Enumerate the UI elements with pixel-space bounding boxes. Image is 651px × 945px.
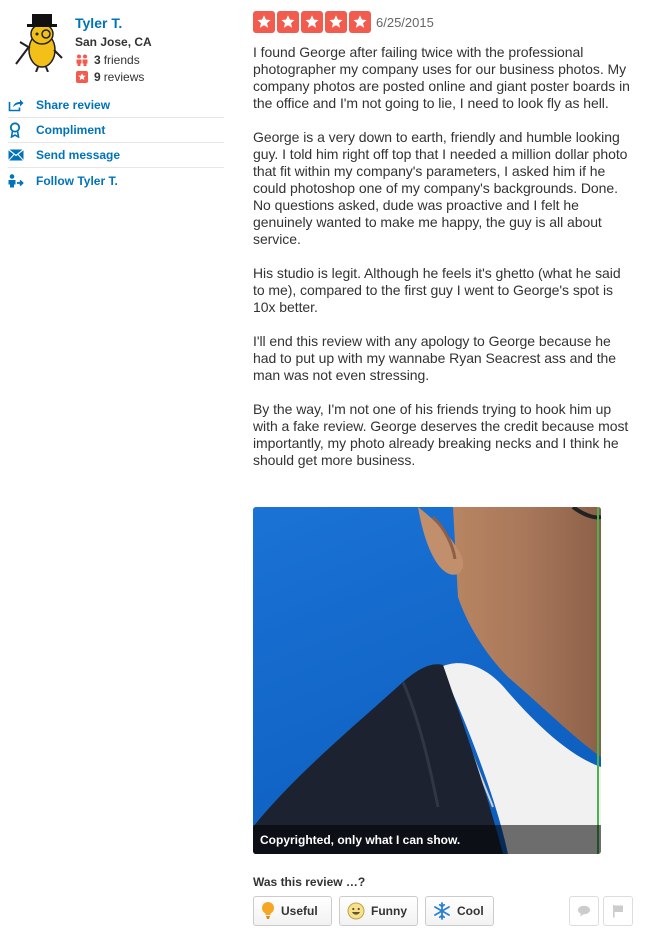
friends-count — [75, 53, 140, 67]
review-text — [253, 44, 633, 469]
review-paragraph: By the way, I'm not one of his friends trying to hook him up with a fake review. George deserves the credit because most importantly, my photo already breaking necks and I think he should get more business. — [253, 401, 629, 468]
rating-row — [253, 10, 633, 34]
follow-user-action[interactable] — [8, 168, 224, 193]
review — [253, 10, 633, 486]
compliment-action[interactable] — [8, 118, 224, 143]
friends-icon — [75, 54, 89, 66]
rating-star-icon — [349, 11, 371, 33]
review-paragraph: I'll end this review with any apology to George because he had to put up with my wannabe Ryan Seacrest ass and the man was not even stressing. — [253, 333, 617, 383]
envelope-icon — [8, 147, 26, 163]
rating-star-icon — [253, 11, 275, 33]
cool-button[interactable] — [425, 896, 494, 926]
reviews-count-value: 9 — [94, 70, 101, 84]
flag-button[interactable] — [603, 896, 633, 926]
speech-bubble-icon — [577, 905, 591, 917]
rating-star-icon — [301, 11, 323, 33]
star-rating — [253, 11, 373, 33]
rating-star-icon — [325, 11, 347, 33]
share-icon — [8, 97, 26, 113]
avatar[interactable] — [8, 12, 68, 72]
funny-button[interactable] — [339, 896, 418, 926]
smiley-icon — [347, 902, 365, 920]
review-paragraph: I found George after failing twice with the professional photographer my company uses for our business photos. My company photos are posted online and giant poster boards in the office and I'm not going to lie, I need to look fly as hell. — [253, 44, 630, 111]
friends-count-value: 3 — [94, 53, 101, 67]
snowflake-icon — [433, 902, 451, 920]
user-location: San Jose, CA — [75, 35, 152, 49]
useful-label: Useful — [281, 904, 318, 918]
review-actions — [8, 93, 224, 193]
rating-star-icon — [277, 11, 299, 33]
send-message-label: Send message — [36, 148, 121, 162]
avatar-peanut-image — [8, 12, 68, 72]
follow-icon — [8, 173, 26, 189]
flag-icon — [612, 904, 624, 918]
review-photo-image — [253, 507, 601, 854]
lightbulb-icon — [261, 901, 275, 921]
vote-question: Was this review …? — [253, 875, 366, 889]
friends-label: friends — [103, 53, 140, 67]
reviews-label: reviews — [103, 70, 145, 84]
photo-caption: Copyrighted, only what I can show. — [253, 825, 601, 854]
send-message-action[interactable] — [8, 143, 224, 168]
cool-label: Cool — [457, 904, 484, 918]
follow-user-label: Follow Tyler T. — [36, 173, 118, 188]
user-name[interactable]: Tyler T. — [75, 15, 123, 31]
compliment-label: Compliment — [36, 123, 106, 137]
review-date: 6/25/2015 — [376, 14, 434, 30]
award-icon — [8, 122, 26, 138]
reviews-count — [75, 70, 144, 84]
share-review-action[interactable] — [8, 93, 224, 118]
comment-button[interactable] — [569, 896, 599, 926]
funny-label: Funny — [371, 904, 407, 918]
review-paragraph: His studio is legit. Although he feels it's ghetto (what he said to me), compared to the first guy I went to George's spot is 10x better. — [253, 265, 621, 315]
useful-button[interactable] — [253, 896, 332, 926]
share-review-label: Share review — [36, 98, 111, 112]
user-card — [8, 12, 224, 90]
review-photo[interactable] — [253, 507, 601, 854]
review-paragraph: George is a very down to earth, friendly and humble looking guy. I told him right off top that I needed a million dollar photo that fit within my company's parameters, I asked him if he could photoshop one of my company's backgrounds. Done. No questions asked, dude was proactive and I felt he genuinely wanted to make me happy, the guy is all about service. — [253, 129, 628, 247]
review-star-icon — [75, 70, 89, 84]
